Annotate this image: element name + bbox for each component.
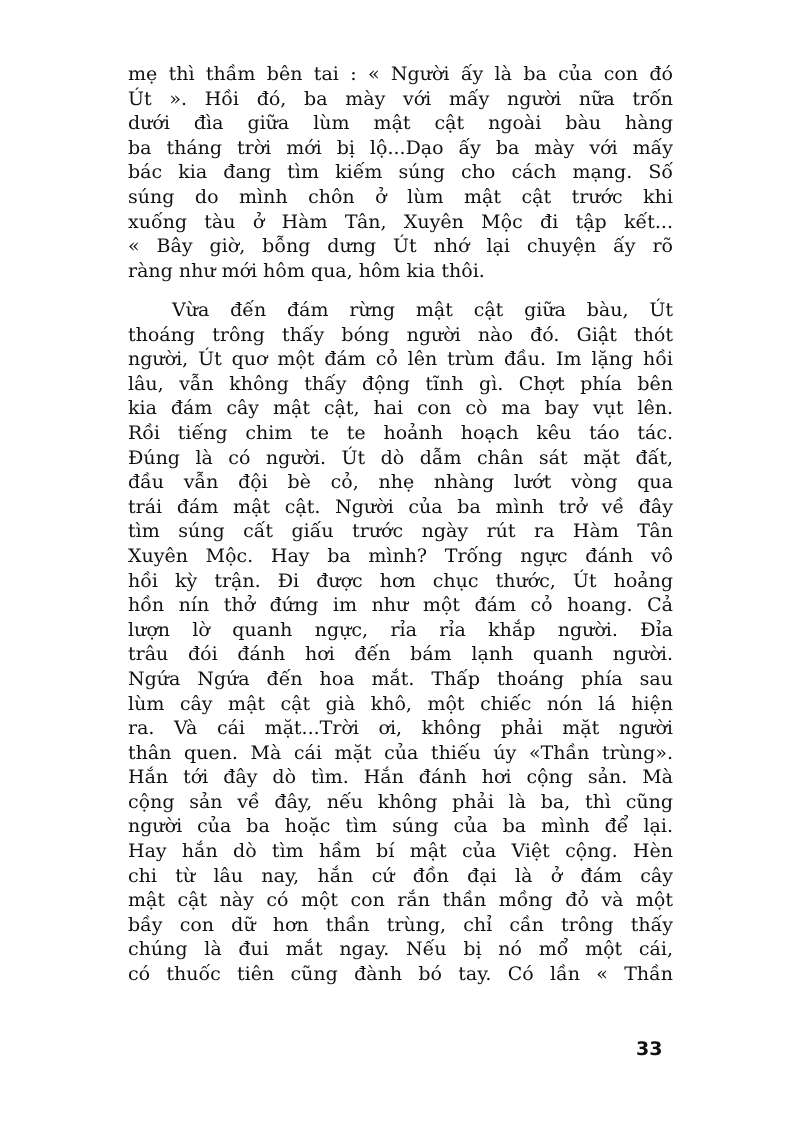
text-line: súng do mình chôn ở lùm mật cật trước khi: [128, 185, 673, 208]
text-line: thoáng trông thấy bóng người nào đó. Giật thót: [128, 323, 673, 346]
text-line: đầu vẫn đội bè cỏ, nhẹ nhàng lướt vòng qua: [128, 471, 673, 494]
text-line: thân quen. Mà cái mặt của thiếu úy «Thần trùng».: [128, 741, 673, 764]
paragraph-2: [128, 298, 673, 987]
text-line: trái đám mật cật. Người của ba mình trở về đây: [128, 495, 673, 518]
text-line: hồi kỳ trận. Đi được hơn chục thước, Út hoảng: [128, 569, 673, 592]
paragraph-1: [128, 62, 673, 283]
text-line: Ngứa Ngứa đến hoa mắt. Thấp thoáng phía sau: [128, 667, 673, 690]
text-line: « Bây giờ, bỗng dưng Út nhớ lại chuyện ấy rõ: [128, 235, 673, 258]
text-line: xuống tàu ở Hàm Tân, Xuyên Mộc đi tập kết...: [128, 210, 673, 233]
page-number: 33: [636, 1038, 663, 1060]
text-line: lượn lờ quanh ngực, rỉa rỉa khắp người. Đỉa: [128, 618, 673, 641]
text-line: bầy con dữ hơn thần trùng, chỉ cần trông thấy: [128, 913, 673, 936]
text-line: Rồi tiếng chim te te hoảnh hoạch kêu táo tác.: [128, 421, 673, 444]
text-line: Hắn tới đây dò tìm. Hắn đánh hơi cộng sản. Mà: [128, 766, 673, 789]
text-line: bác kia đang tìm kiếm súng cho cách mạng. Số: [128, 161, 673, 184]
text-line: Hay hắn dò tìm hầm bí mật của Việt cộng. Hèn: [128, 840, 673, 863]
text-line: người, Út quơ một đám cỏ lên trùm đầu. Im lặng hồi: [128, 348, 673, 371]
text-line: cộng sản về đây, nếu không phải là ba, thì cũng: [128, 790, 673, 813]
text-line: Xuyên Mộc. Hay ba mình? Trống ngực đánh vô: [128, 544, 673, 567]
text-line: chi từ lâu nay, hắn cứ đồn đại là ở đám cây: [128, 864, 673, 887]
text-line: trâu đói đánh hơi đến bám lạnh quanh người.: [128, 643, 673, 666]
text-line: tìm súng cất giấu trước ngày rút ra Hàm Tân: [128, 520, 673, 543]
text-line: mật cật này có một con rắn thần mồng đỏ và một: [128, 889, 673, 912]
text-line: ba tháng trời mới bị lộ...Dạo ấy ba mày với mấy: [128, 136, 673, 159]
text-line: hồn nín thở đứng im như một đám cỏ hoang. Cả: [128, 594, 673, 617]
text-line: lùm cây mật cật già khô, một chiếc nón lá hiện: [128, 692, 673, 715]
text-line: chúng là đui mắt ngay. Nếu bị nó mổ một cái,: [128, 938, 673, 961]
text-line: Đúng là có người. Út dò dẫm chân sát mặt đất,: [128, 446, 673, 469]
text-line: ra. Và cái mặt...Trời ơi, không phải mặt người: [128, 717, 673, 740]
text-line: mẹ thì thầm bên tai : « Người ấy là ba của con đó: [128, 63, 673, 85]
text-line: có thuốc tiên cũng đành bó tay. Có lần « Thần: [128, 963, 673, 986]
text-line: lâu, vẫn không thấy động tĩnh gì. Chợt phía bên: [128, 372, 673, 395]
text-line: kia đám cây mật cật, hai con cò ma bay vụt lên.: [128, 397, 673, 420]
text-line: người của ba hoặc tìm súng của ba mình để lại.: [128, 815, 673, 838]
text-line: Út ». Hồi đó, ba mày với mấy người nữa trốn: [128, 87, 673, 110]
text-line: ràng như mới hôm qua, hôm kia thôi.: [128, 259, 485, 282]
text-line: dưới đìa giữa lùm mật cật ngoài bàu hàng: [128, 112, 673, 135]
text-line-indented: Vừa đến đám rừng mật cật giữa bàu, Út: [172, 299, 673, 321]
